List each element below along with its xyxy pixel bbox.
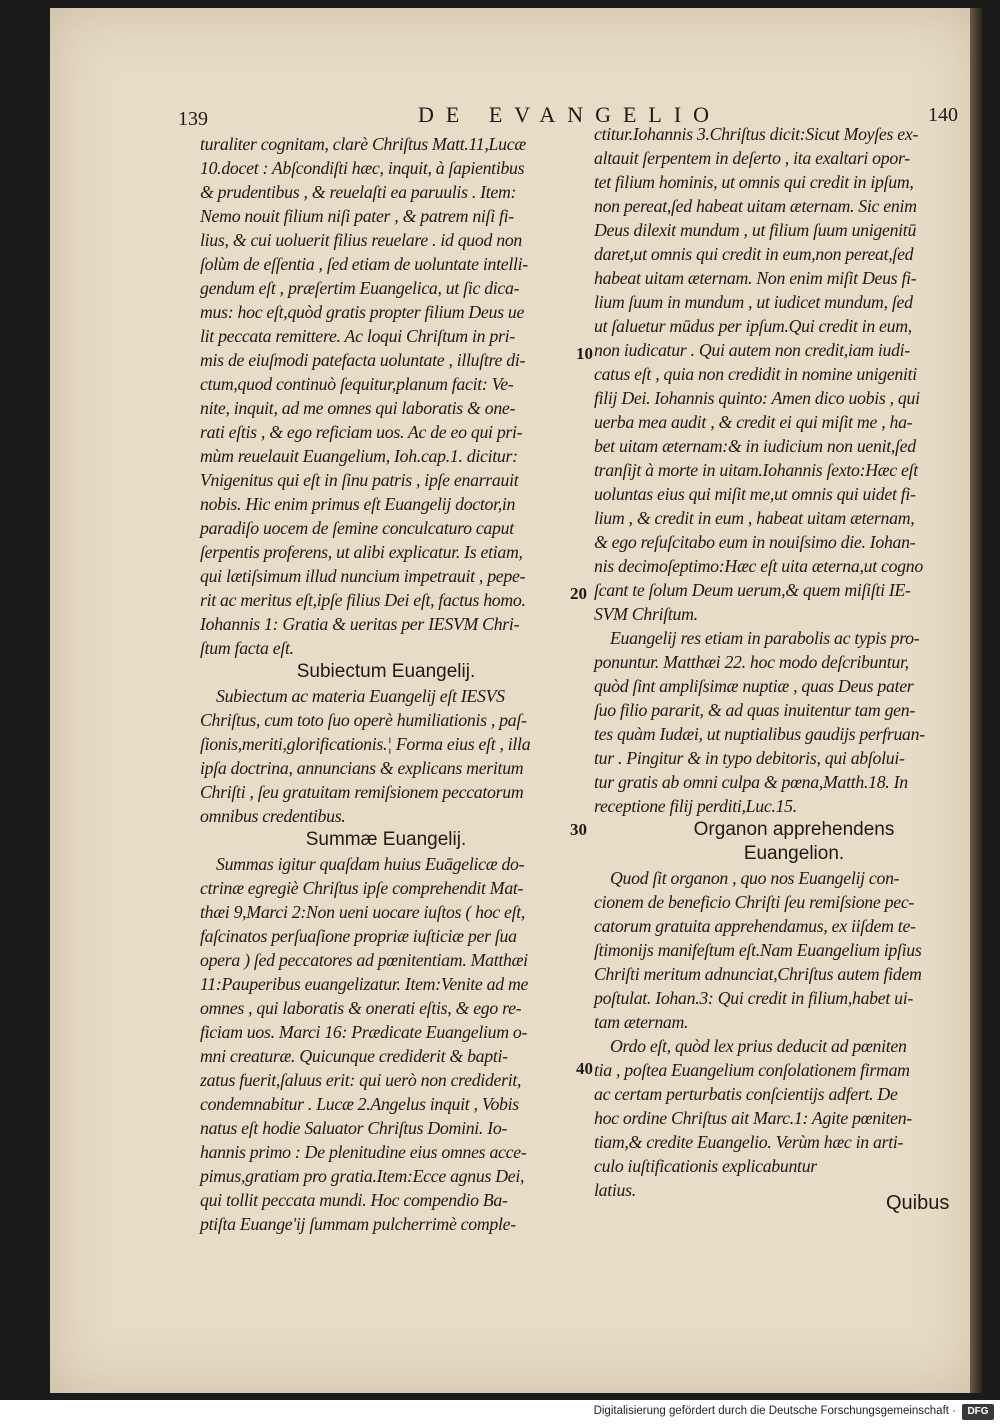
text-line: nis decimoſeptimo:Hæc eſt uita æterna,ut cogno: [594, 556, 923, 576]
text-line: non iudicatur . Qui autem non credit,iam iudi-: [594, 340, 910, 360]
left-page-number: 139: [178, 108, 208, 130]
text-line: paradiſo uocem de ſemine conculcaturo caput: [200, 518, 514, 538]
text-line: poſtulat. Iohan.3: Qui credit in filium,habet ui-: [594, 988, 913, 1008]
text-line: opera ) ſed peccatores ad pœnitentiam. Matthæi: [200, 950, 528, 970]
text-line: bet uitam æternam:& in iudicium non uenit,ſed: [594, 436, 916, 456]
text-line: quòd ſint ampliſsimæ nuptiæ , quas Deus pater: [594, 676, 914, 696]
text-line: SVM Chriſtum.: [594, 604, 698, 624]
text-line: ptiſta Euange'ij ſummam pulcherrimè comple-: [200, 1214, 516, 1234]
text-line: Summas igitur quaſdam huius Euāgelicæ do-: [216, 854, 525, 874]
text-line: Chriſtus, cum toto ſuo operè humiliationis , paſ-: [200, 710, 527, 730]
text-line: Deus dilexit mundum , ut filium ſuum unigenitū: [594, 220, 917, 240]
line-number: 10: [576, 344, 593, 363]
right-page-number: 140: [928, 104, 958, 126]
text-line: Chriſti , ſeu gratuitam remiſsionem peccatorum: [200, 782, 524, 802]
text-line: non pereat,ſed habeat uitam æternam. Sic enim: [594, 196, 917, 216]
text-line: hannis primo : De plenitudine eius omnes acce-: [200, 1142, 527, 1162]
text-line: zatus fuerit,ſaluus erit: qui uerò non crediderit,: [200, 1070, 522, 1090]
text-line: ſtimonijs manifeſtum eſt.Nam Euangelium ipſius: [594, 940, 922, 960]
text-line: ſtum facta eſt.: [200, 638, 294, 658]
text-line: lium , & credit in eum , habeat uitam æternam,: [594, 508, 915, 528]
section-heading: Organon apprehendens: [693, 819, 895, 840]
text-line: mùm reuelauit Euangelium, Ioh.cap.1. dicitur:: [200, 446, 518, 466]
text-line: catorum gratuita apprehendamus, ex iiſdem te-: [594, 916, 916, 936]
section-heading: Summæ Euangelij.: [305, 829, 467, 850]
text-line: Chriſti meritum adnunciat,Chriſtus autem fidem: [594, 964, 922, 984]
text-line: ſuo filio pararit, & ad quas inuitentur tam gen-: [594, 700, 915, 720]
text-line: natus eſt hodie Saluator Chriſtus Domini. Io-: [200, 1118, 508, 1138]
text-line: habeat uitam æternam. Non enim miſit Deus fi-: [594, 268, 917, 288]
line-number: 40: [576, 1059, 593, 1078]
text-line: Quod ſit organon , quo nos Euangelij con-: [610, 868, 900, 888]
text-line: receptione filij perditi,Luc.15.: [594, 796, 797, 816]
text-line: daret,ut omnis qui credit in eum,non pereat,ſed: [594, 244, 914, 264]
section-heading: Euangelion.: [743, 843, 845, 864]
left-text-column: [200, 132, 572, 1236]
text-line: uoluntas eius qui miſit me,ut omnis qui uidet fi-: [594, 484, 916, 504]
text-line: turaliter cognitam, clarè Chriſtus Matt.11,Lucæ: [200, 134, 526, 154]
text-line: tes quàm Iudæi, ut nuptialibus gaudijs perfruan-: [594, 724, 925, 744]
text-line: ctrinæ egregiè Chriſtus ipſe comprehendit Mat-: [200, 878, 524, 898]
text-line: Iohannis 1: Gratia & ueritas per IESVM Chri-: [200, 614, 520, 634]
text-line: altauit ſerpentem in deſerto , ita exaltari opor-: [594, 148, 910, 168]
text-line: lit peccata remittere. Ac loqui Chriſtum in pri-: [200, 326, 515, 346]
dfg-logo: DFG: [962, 1404, 994, 1420]
text-line: culo iuſtificationis explicabuntur: [594, 1156, 817, 1176]
text-line: tur gratis ab omni culpa & pœna,Matth.18. In: [594, 772, 908, 792]
text-line: tia , poſtea Euangelium conſolationem firmam: [594, 1060, 910, 1080]
text-line: rati eſtis , & ego reficiam uos. Ac de eo qui pri-: [200, 422, 523, 442]
text-line: 11:Pauperibus euangelizatur. Item:Venite ad me: [200, 974, 529, 994]
text-line: ſionis,meriti,glorificationis.¦ Forma eius eſt , illa: [200, 734, 531, 754]
text-line: ac certam perturbatis conſcientijs adfert. De: [594, 1084, 898, 1104]
text-line: mni creaturæ. Quicunque crediderit & bapti-: [200, 1046, 508, 1066]
text-line: ut ſaluetur mūdus per ipſum.Qui credit in eum,: [594, 316, 912, 336]
text-line: filij Dei. Iohannis quinto: Amen dico uobis , qui: [594, 388, 920, 408]
text-line: nobis. Hic enim primus eſt Euangelij doctor,in: [200, 494, 516, 514]
line-number: 20: [570, 584, 587, 603]
text-line: omnibus credentibus.: [200, 806, 346, 826]
text-line: lium ſuum in mundum , ut iudicet mundum, ſed: [594, 292, 913, 312]
text-line: ponuntur. Matthæi 22. hoc modo deſcribuntur,: [594, 652, 909, 672]
text-line: qui lætiſsimum illud nuncium impetrauit , pepe-: [200, 566, 526, 586]
text-line: pimus,gratiam pro gratia.Item:Ecce agnus Dei,: [200, 1166, 525, 1186]
text-line: gendum eſt , præſertim Euangelica, ut ſic dica-: [200, 278, 520, 298]
section-heading: Subiectum Euangelij.: [296, 661, 476, 682]
text-line: tet filium hominis, ut omnis qui credit in ipſum,: [594, 172, 914, 192]
text-line: cionem de beneficio Chriſti ſeu remiſsione pec-: [594, 892, 915, 912]
text-line: uerba mea audit , & credit ei qui miſit me , ha-: [594, 412, 913, 432]
text-line: tur . Pingitur & in typo debitoris, qui abſolui-: [594, 748, 905, 768]
page-gutter: [970, 8, 982, 1393]
text-line: tam æternam.: [594, 1012, 689, 1032]
text-line: Vnigenitus qui eſt in ſinu patris , ipſe enarrauit: [200, 470, 519, 490]
text-line: & ego reſuſcitabo eum in nouiſsimo die. Iohan-: [594, 532, 916, 552]
text-line: condemnabitur . Lucæ 2.Angelus inquit , Vobis: [200, 1094, 519, 1114]
text-line: mis de eiuſmodi patefacta uoluntate , illuſtre di-: [200, 350, 526, 370]
catchword: Quibus: [886, 1192, 950, 1214]
text-line: Nemo nouit filium niſi pater , & patrem niſi fi-: [200, 206, 514, 226]
text-line: ficiam uos. Marci 16: Prædicate Euangelium o-: [200, 1022, 528, 1042]
text-line: ipſa doctrina, annuncians & explicans meritum: [200, 758, 524, 778]
text-line: hoc ordine Chriſtus ait Marc.1: Agite pœniten-: [594, 1108, 912, 1128]
text-line: ſcant te ſolum Deum uerum,& quem miſiſti IE-: [594, 580, 911, 600]
text-line: ſolùm de eſſentia , ſed etiam de uoluntate intelli-: [200, 254, 528, 274]
text-line: rit ac meritus eſt,ipſe filius Dei eſt, factus homo.: [200, 590, 526, 610]
text-line: catus eſt , quia non credidit in nomine unigeniti: [594, 364, 917, 384]
text-line: qui tollit peccata mundi. Hoc compendio Ba-: [200, 1190, 508, 1210]
text-line: Ordo eſt, quòd lex prius deducit ad pœniten: [610, 1036, 907, 1056]
text-line: tranſijt à morte in uitam.Iohannis ſexto:Hæc eſt: [594, 460, 918, 480]
text-line: Euangelij res etiam in parabolis ac typis pro-: [610, 628, 920, 648]
digitization-credit: Digitalisierung gefördert durch die Deutsche Forschungsgemeinschaft ·: [593, 1405, 956, 1417]
running-head-title: DE EVANGELIO: [418, 102, 722, 127]
text-line: ctum,quod continuò ſequitur,planum facit: Ve-: [200, 374, 514, 394]
text-line: latius.: [594, 1180, 636, 1200]
line-number: 30: [570, 820, 587, 839]
text-line: mus: hoc eſt,quòd gratis propter filium Deus ue: [200, 302, 525, 322]
text-line: faſcinatos perſuaſione propriæ iuſticiæ per ſua: [200, 926, 517, 946]
text-line: ctitur.Iohannis 3.Chriſtus dicit:Sicut Moyſes ex-: [594, 124, 919, 144]
text-line: nite, inquit, ad me omnes qui laboratis & one-: [200, 398, 516, 418]
text-line: omnes , qui laboratis & onerati eſtis, & ego re-: [200, 998, 522, 1018]
text-line: tiam,& credite Euangelio. Verùm hæc in arti-: [594, 1132, 904, 1152]
text-line: Subiectum ac materia Euangelij eſt IESVS: [216, 686, 505, 706]
text-line: & prudentibus , & reuelaſti ea paruulis . Item:: [200, 182, 517, 202]
text-line: lius, & cui uoluerit filius reuelare . id quod non: [200, 230, 523, 250]
text-line: thæi 9,Marci 2:Non ueni uocare iuſtos ( hoc eſt,: [200, 902, 526, 922]
text-line: ſerpentis proferens, ut alibi explicatur. Is etiam,: [200, 542, 523, 562]
right-text-column: [594, 122, 954, 1202]
text-line: 10.docet : Abſcondiſti hæc, inquit, à ſapientibus: [200, 158, 525, 178]
